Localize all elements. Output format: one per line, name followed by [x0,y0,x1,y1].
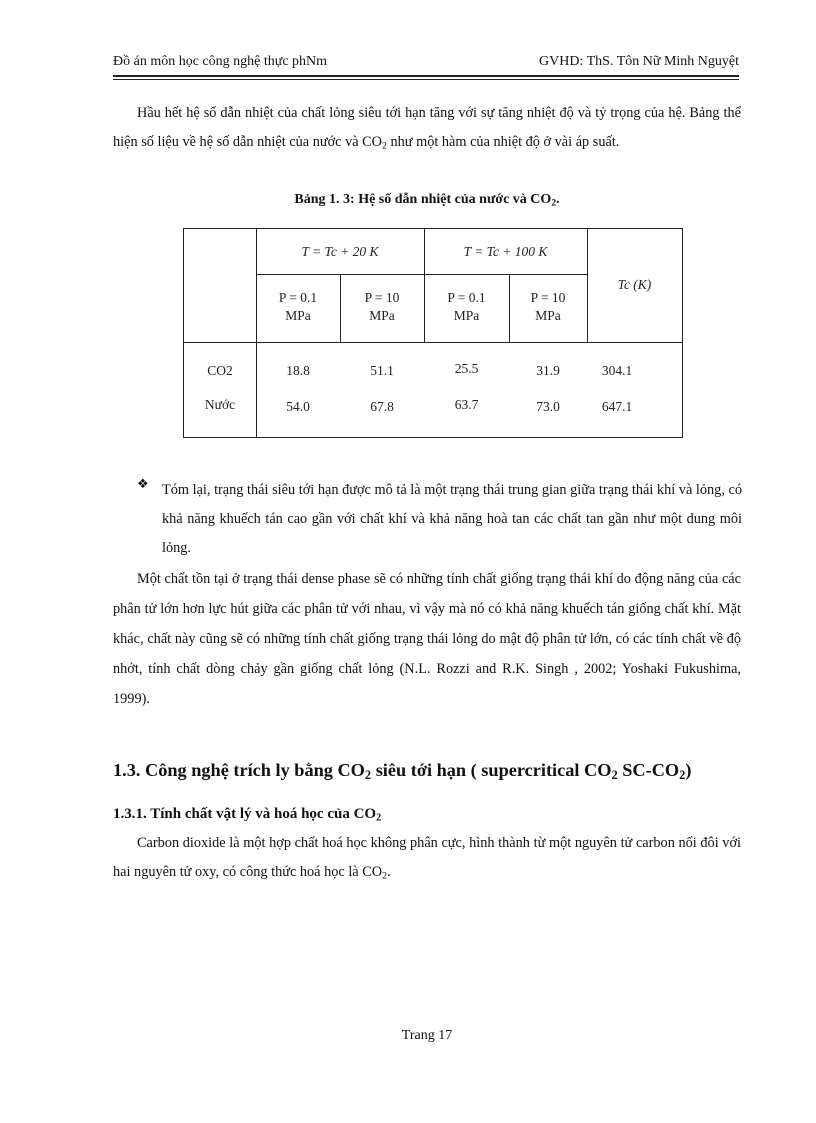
table-cell: 647.1 [601,399,633,414]
pressure-header: P = 0.1 MPa [278,290,318,323]
pressure-header: P = 10 MPa [530,290,566,323]
table-cell: 304.1 [601,363,633,378]
table-cell: 18.8 [286,363,310,378]
header-course-title: Đồ án môn học công nghệ thực phNm [113,54,328,69]
group-header-tc-100: T = Tc + 100 K [463,244,548,259]
header-rule-thin [113,79,739,80]
thermal-conductivity-table [183,228,683,438]
group-header-tc-20: T = Tc + 20 K [301,244,379,259]
pressure-header: P = 0.1 MPa [447,290,486,323]
dense-phase-paragraph: Một chất tồn tại ở trạng thái dense phase sẽ có những tính chất giống trạng thái khí do động năng của các phân tử lớn hơn lực hút giữa các phân tử với nhau, vì vậy mà nó có khả năng khuếch tán giống chất khí. Mặt khác, chất này cũng sẽ có những tính chất giống trạng thái lỏng do mật độ phân tử lớn, có các tính chất về độ nhớt, tính chất dòng chảy gần giống chất lỏng (N.L. Rozzi and R.K. Singh , 2002; Yoshaki Fukushima, 1999). [113,571,741,707]
table-hline [256,274,587,275]
tc-header: Tc (K) [617,277,652,292]
intro-paragraph: Hầu hết hệ số dẫn nhiệt của chất lỏng siêu tới hạn tăng với sự tăng nhiệt độ và tỷ trọng của hệ. Bảng thể hiện số liệu về hệ số dẫn nhiệt của nước và $CO_2$ như một hàm của nhiệt độ ở vài áp suất. [113,105,741,151]
section-heading: 1.3. Công nghệ trích ly bằng $CO_2$ siêu tới hạn ( supercritical $CO_2$ $SC-CO_2$) [113,760,692,783]
pressure-header: P = 10 MPa [364,290,400,323]
row-label-water: Nước [204,397,236,412]
table-cell: 73.0 [536,399,560,414]
page-number: Trang 17 [401,1028,453,1043]
table-cell: 63.7 [454,397,479,412]
table-cell: 25.5 [454,361,479,376]
summary-bullet-text: Tóm lại, trạng thái siêu tới hạn được mô tả là một trạng thái trung gian giữa trạng thái khí và lỏng, có khả năng khuếch tán cao gần với chất khí và khả năng hoà tan các chất tan gần như một dung môi lỏng. [162,482,742,556]
header-supervisor: GVHD: ThS. Tôn Nữ Minh Nguyệt [539,54,739,69]
page-header [113,54,739,70]
subsection-heading: 1.3.1. Tính chất vật lý và hoá học của $CO_2$ [113,806,382,824]
table-hline [184,342,682,343]
table-cell: 67.8 [370,399,394,414]
table-cell: 54.0 [286,399,310,414]
bullet-diamond-icon: ❖ [137,477,149,492]
header-rule [113,75,739,77]
carbon-dioxide-paragraph: Carbon dioxide là một hợp chất hoá học không phân cực, hình thành từ một nguyên tử carbon nối đôi với hai nguyên tử oxy, có công thức hoá học là $CO_2$. [113,835,741,882]
table-cell: 51.1 [370,363,394,378]
table-cell: 31.9 [536,363,560,378]
table-caption: Bảng 1. 3: Hệ số dẫn nhiệt của nước và $CO_2$. [294,192,560,209]
row-label-co2: CO2 [207,363,233,378]
